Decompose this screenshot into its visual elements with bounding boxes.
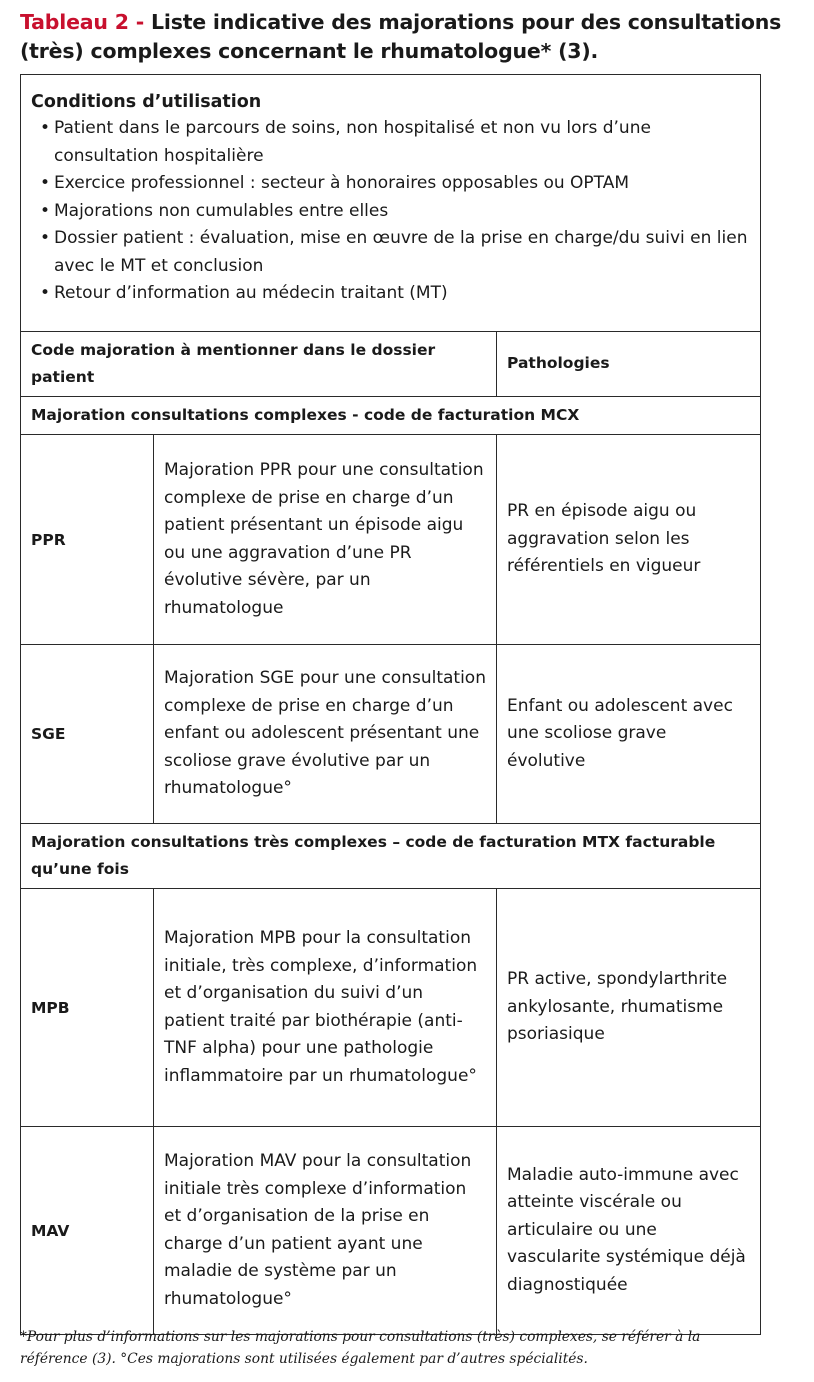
table-row: [21, 1127, 761, 1335]
column-header-code: Code majoration à mentionner dans le dossier patient: [21, 332, 497, 397]
pathologies-cell: Maladie auto-immune avec atteinte viscérale ou articulaire ou une vascularite systémique déjà diagnostiquée: [497, 1127, 761, 1335]
condition-item: [31, 115, 750, 170]
table-row: [21, 435, 761, 645]
code-cell: MAV: [21, 1127, 154, 1335]
conditions-cell: [21, 75, 761, 332]
column-header-row: [21, 332, 761, 397]
section-header-row: [21, 397, 761, 435]
condition-item: [31, 198, 750, 226]
bullet-icon: •: [40, 228, 51, 248]
condition-text: Patient dans le parcours de soins, non hospitalisé et non vu lors d’une consultation hospitalière: [54, 118, 651, 166]
majorations-table: [20, 74, 761, 1335]
pathologies-cell: PR en épisode aigu ou aggravation selon les référentiels en vigueur: [497, 435, 761, 645]
conditions-list: [31, 115, 750, 308]
bullet-icon: •: [40, 283, 51, 303]
condition-text: Exercice professionnel : secteur à honoraires opposables ou OPTAM: [54, 173, 630, 193]
table-title-text: Liste indicative des majorations pour des consultations (très) complexes concernant le rhumatologue* (3).: [20, 10, 782, 63]
description-cell: Majoration PPR pour une consultation complexe de prise en charge d’un patient présentant un épisode aigu ou une aggravation d’une PR évolutive sévère, par un rhumatologue: [154, 435, 497, 645]
pathologies-cell: Enfant ou adolescent avec une scoliose grave évolutive: [497, 645, 761, 824]
condition-item: [31, 170, 750, 198]
description-cell: Majoration MPB pour la consultation initiale, très complexe, d’information et d’organisation du suivi d’un patient traité par biothérapie (anti-TNF alpha) pour une pathologie inflammatoire par un rhumatologue°: [154, 889, 497, 1127]
section-title: Majoration consultations très complexes – code de facturation MTX facturable qu’une fois: [21, 824, 761, 889]
condition-text: Retour d’information au médecin traitant (MT): [54, 283, 448, 303]
code-cell: SGE: [21, 645, 154, 824]
description-cell: Majoration SGE pour une consultation complexe de prise en charge d’un enfant ou adolescent présentant une scoliose grave évolutive par un rhumatologue°: [154, 645, 497, 824]
description-cell: Majoration MAV pour la consultation initiale très complexe d’information et d’organisation de la prise en charge d’un patient ayant une maladie de système par un rhumatologue°: [154, 1127, 497, 1335]
condition-item: [31, 280, 750, 308]
bullet-icon: •: [40, 200, 51, 221]
column-header-pathologies: Pathologies: [497, 332, 761, 397]
footnote: *Pour plus d’informations sur les majorations pour consultations (très) complexes, se référer à la référence (3). °Ces majorations sont utilisées également par d’autres spécialités.: [20, 1329, 701, 1367]
bullet-icon: •: [40, 173, 51, 193]
table-title: [20, 8, 800, 66]
condition-item: [31, 225, 750, 280]
table-row: [21, 889, 761, 1127]
code-cell: PPR: [21, 435, 154, 645]
code-cell: MPB: [21, 889, 154, 1127]
section-title: Majoration consultations complexes - code de facturation MCX: [21, 397, 761, 435]
pathologies-cell: PR active, spondylarthrite ankylosante, rhumatisme psoriasique: [497, 889, 761, 1127]
section-header-row: [21, 824, 761, 889]
table-number: Tableau 2 -: [20, 10, 145, 34]
conditions-row: [21, 75, 761, 332]
conditions-heading: Conditions d’utilisation: [31, 92, 262, 112]
condition-text: Majorations non cumulables entre elles: [54, 200, 389, 221]
condition-text: Dossier patient : évaluation, mise en œuvre de la prise en charge/du suivi en lien avec le MT et conclusion: [54, 228, 748, 276]
bullet-icon: •: [40, 118, 51, 138]
table-row: [21, 645, 761, 824]
